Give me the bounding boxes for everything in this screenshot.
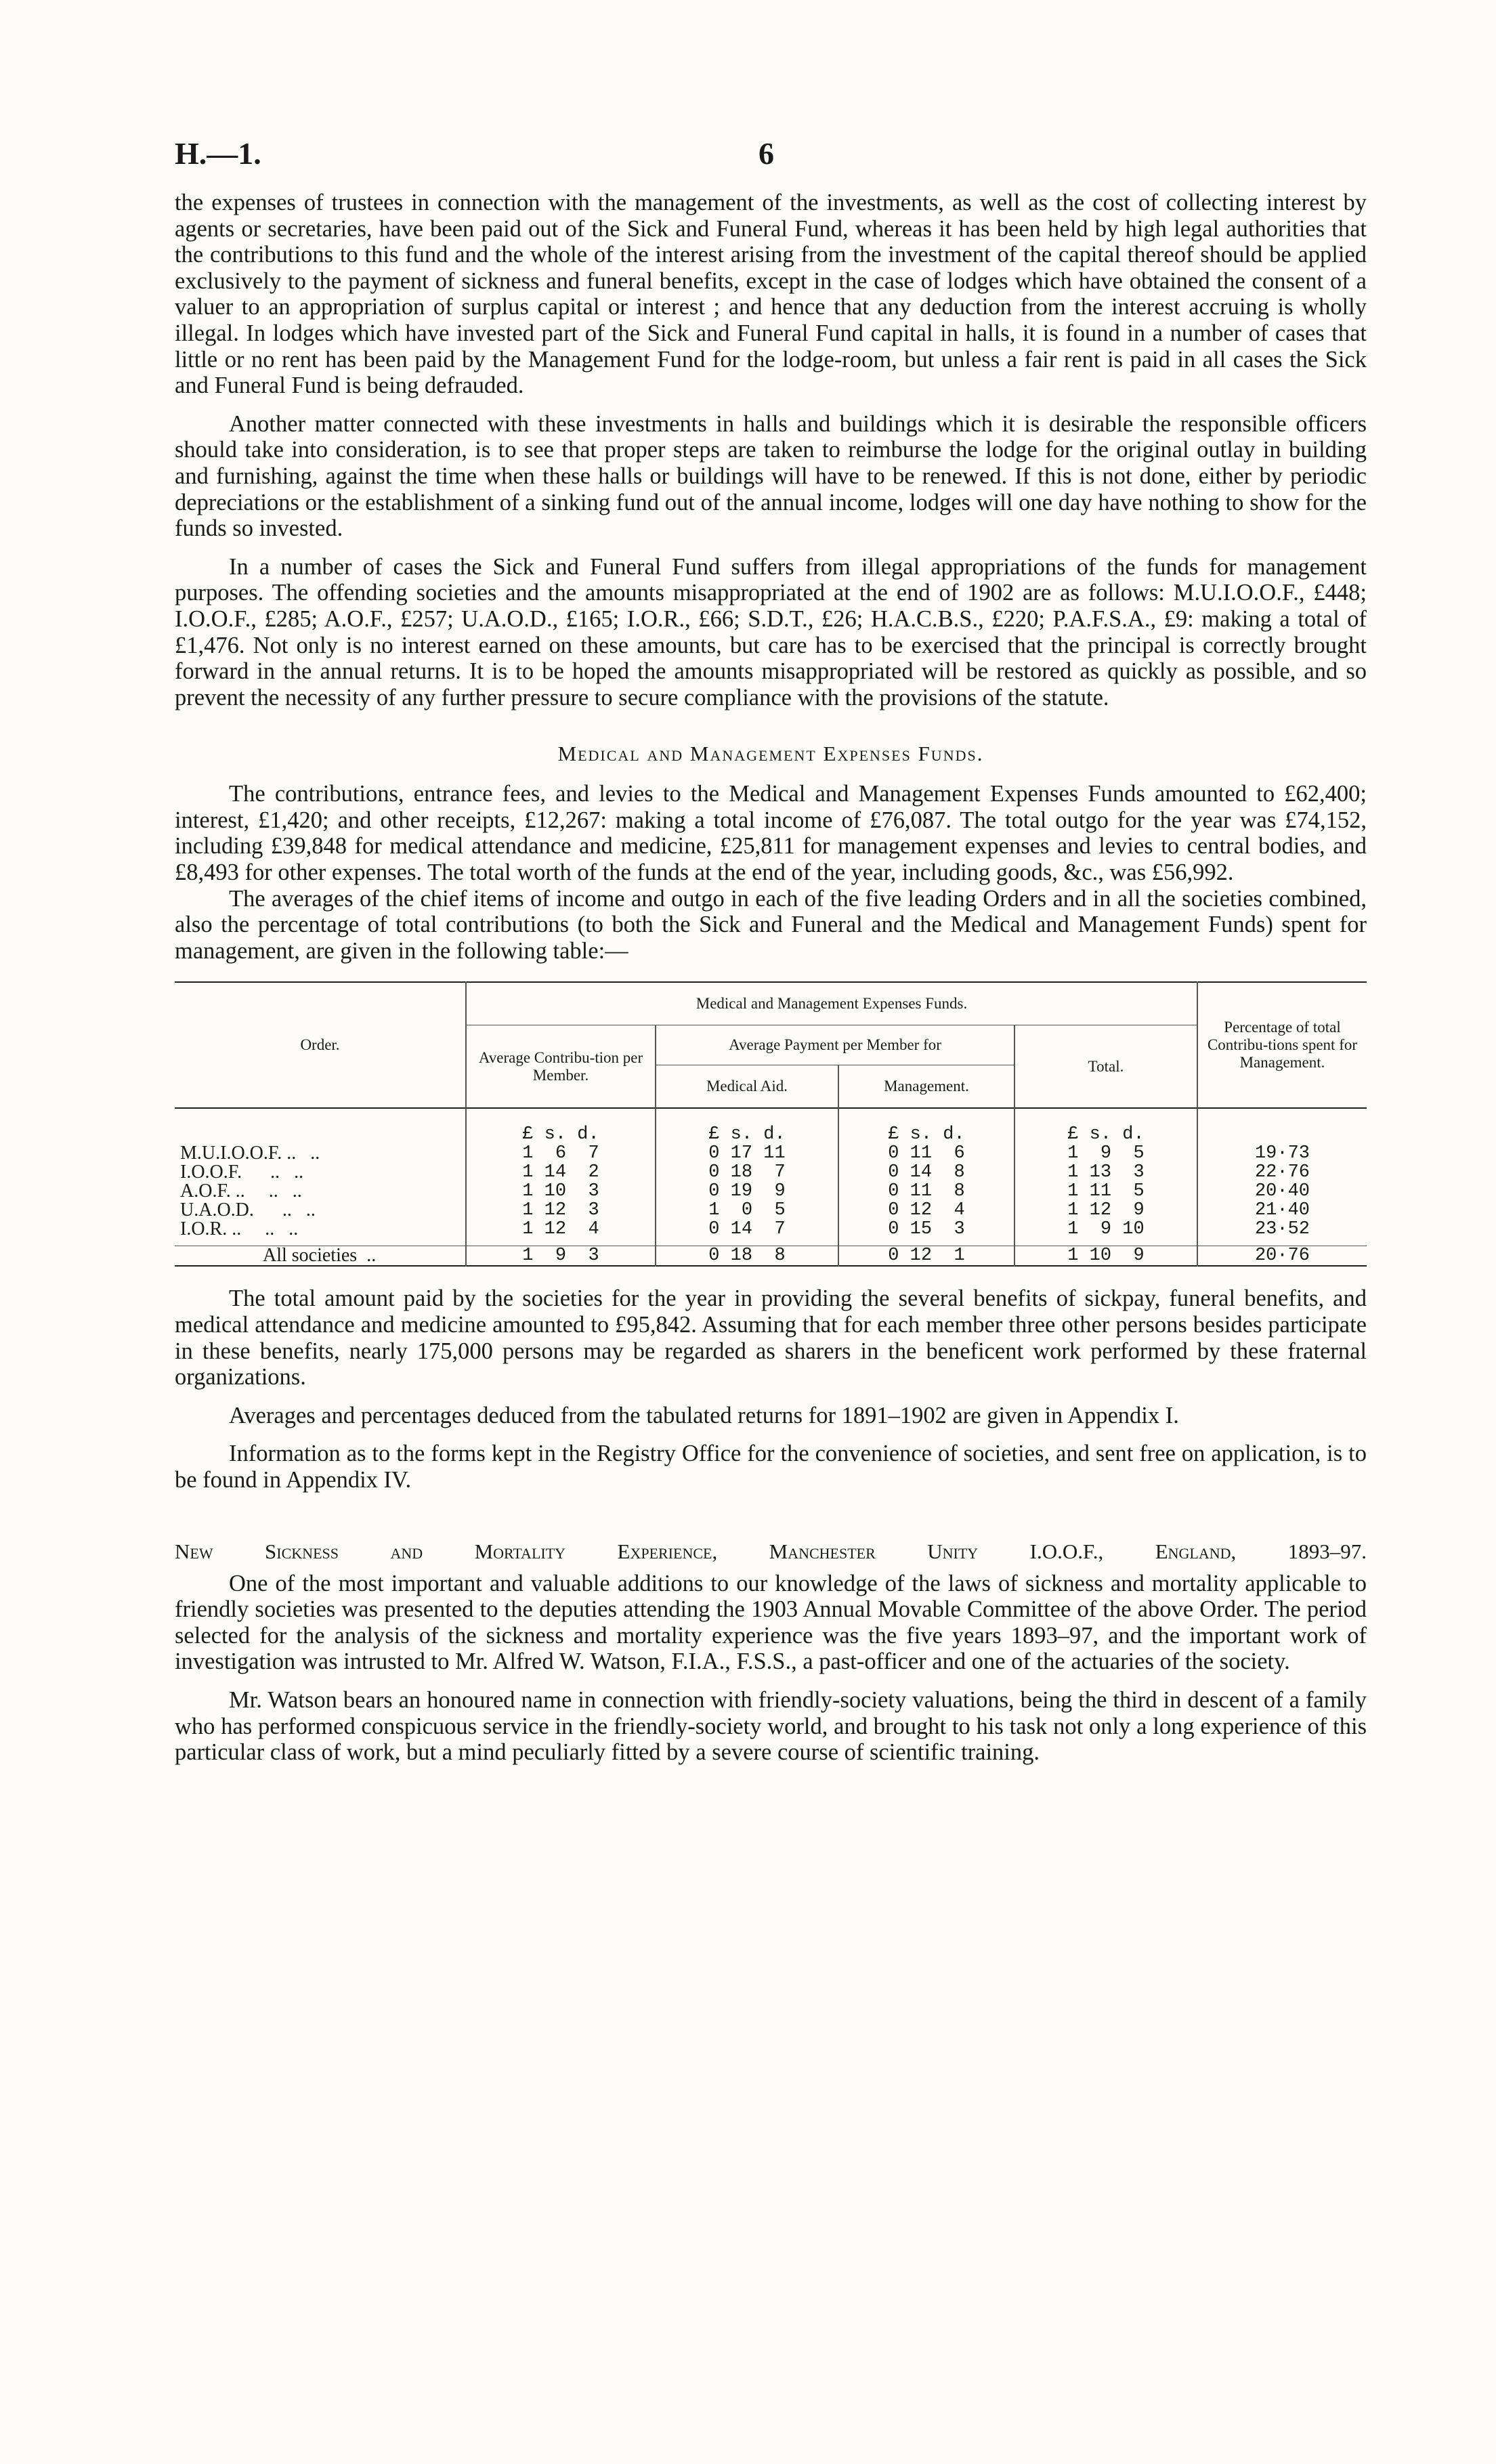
column-header: Total. <box>1014 1025 1197 1109</box>
cell-management: 0 12 4 <box>838 1201 1014 1220</box>
cell-total: 1 10 9 <box>1014 1246 1197 1267</box>
page-number: 6 <box>758 136 774 171</box>
paragraph: The averages of the chief items of income and outgo in each of the five leading Orders and in all the societies combined, also the percentage of total contributions (to both the Sick and Funeral and the Medical and Management Funds) spent for management, are given in the following table:— <box>175 885 1367 964</box>
cell-percentage: 22·76 <box>1254 1162 1310 1183</box>
column-header: Percentage of total Contribu-tions spent for Management. <box>1207 1019 1358 1071</box>
cell-management: 0 14 8 <box>838 1163 1014 1182</box>
paragraph: The total amount paid by the societies for the year in providing the several benefits of sickpay, funeral benefits, and medical attendance and medicine amounted to £95,842. Assuming that for each member three other persons besides participate in these benefits, nearly 175,000 persons may be regarded as sharers in the beneficent work performed by these fraternal organizations. <box>175 1286 1367 1390</box>
paragraph: One of the most important and valuable additions to our knowledge of the laws of sickness and mortality applicable to friendly societies was presented to the deputies attending the 1903 Annual Movable Committee of the above Order. The period selected for the analysis of the sickness and mortality experience was the five years 1893–97, and the important work of investigation was intrusted to Mr. Alfred W. Watson, F.I.A., F.S.S., a past-officer and one of the actuaries of the society. <box>175 1570 1367 1675</box>
document-page <box>175 135 1367 1766</box>
paragraph: In a number of cases the Sick and Funeral Fund suffers from illegal appropriations of the funds for management purposes. The offending societies and the amounts misappropriated at the end of 1902 are as follows: M.U.I.O.O.F., £448; I.O.O.F., £285; A.O.F., £257; U.A.O.D., £165; I.O.R., £66; S.D.T., £26; H.A.C.B.S., £220; P.A.F.S.A., £9: making a total of £1,476. Not only is no interest earned on these amounts, but care has to be exercised that the principal is correctly brought forward in the annual returns. It is to be hoped the amounts misappropriated will be restored as quickly as possible, and so prevent the necessity of any further pressure to secure compliance with the provisions of the statute. <box>175 553 1367 710</box>
column-group-header: Medical and Management Expenses Funds. <box>466 982 1197 1025</box>
paragraph: The contributions, entrance fees, and levies to the Medical and Management Expenses Funds amounted to £62,400; interest, £1,420; and other receipts, £12,267: making a total income of £76,087. The total outgo for the year was £74,152, including £39,848 for medical attendance and medicine, £25,811 for management expenses and levies to central bodies, and £8,493 for other expenses. The total worth of the funds at the end of the year, including goods, &c., was £56,992. <box>175 781 1367 886</box>
order-name: U.A.O.D. .. .. <box>175 1201 466 1220</box>
cell-total: 1 11 5 <box>1014 1182 1197 1201</box>
column-header: Average Payment per Member for <box>656 1025 1014 1065</box>
cell-medical: 0 18 7 <box>656 1163 838 1182</box>
paragraph: Information as to the forms kept in the Registry Office for the convenience of societies, and sent free on application, is to be found in Appendix IV. <box>175 1441 1367 1493</box>
order-name: I.O.O.F. .. .. <box>175 1163 466 1182</box>
cell-contrib: 1 12 3 <box>466 1201 656 1220</box>
cell-total: 1 9 5 <box>1014 1144 1197 1163</box>
column-header: Average Contribu-tion per Member. <box>466 1025 656 1109</box>
units-label: £ s. d. <box>466 1108 656 1144</box>
column-header: Order. <box>175 982 466 1108</box>
section-heading: New Sickness and Mortality Experience, Manchester Unity I.O.O.F., England, 1893–97. <box>175 1539 1367 1563</box>
cell-medical: 1 0 5 <box>656 1201 838 1220</box>
cell-percentage: 21·40 <box>1254 1200 1310 1221</box>
cell-management: 0 12 1 <box>838 1246 1014 1267</box>
cell-medical: 0 14 7 <box>656 1220 838 1246</box>
column-header: Management. <box>838 1065 1014 1109</box>
cell-contrib: 1 12 4 <box>466 1220 656 1246</box>
cell-contrib: 1 6 7 <box>466 1144 656 1163</box>
table-row <box>175 1163 1367 1182</box>
cell-management: 0 15 3 <box>838 1220 1014 1246</box>
order-name: All societies .. <box>175 1246 466 1267</box>
table-row <box>175 1201 1367 1220</box>
page-header <box>175 135 1367 190</box>
cell-contrib: 1 10 3 <box>466 1182 656 1201</box>
cell-management: 0 11 6 <box>838 1144 1014 1163</box>
table-row-total <box>175 1246 1367 1267</box>
cell-percentage: 20·76 <box>1197 1246 1367 1267</box>
cell-total: 1 9 10 <box>1014 1220 1197 1246</box>
units-label: £ s. d. <box>656 1108 838 1144</box>
units-label: £ s. d. <box>838 1108 1014 1144</box>
cell-contrib: 1 9 3 <box>466 1246 656 1267</box>
cell-percentage: 19·73 <box>1254 1143 1310 1164</box>
paragraph: Mr. Watson bears an honoured name in connection with friendly-society valuations, being the third in descent of a family who has performed conspicuous service in the friendly-society world, and brought to his task not only a long experience of this particular class of work, but a mind peculiarly fitted by a severe course of scientific training. <box>175 1686 1367 1766</box>
cell-percentage: 20·40 <box>1254 1181 1310 1202</box>
table-row <box>175 1220 1367 1246</box>
cell-contrib: 1 14 2 <box>466 1163 656 1182</box>
paragraph: Another matter connected with these investments in halls and buildings which it is desirable the responsible officers should take into consideration, is to see that proper steps are taken to reimburse the lodge for the original outlay in building and furnishing, against the time when these halls or buildings will have to be renewed. If this is not done, either by periodic depreciations or the establishment of a sinking fund out of the annual income, lodges will one day have nothing to show for the funds so invested. <box>175 410 1367 542</box>
document-reference: H.—1. <box>175 136 261 171</box>
paragraph-continued: the expenses of trustees in connection with the management of the investments, as well as the cost of collecting interest by agents or secretaries, have been paid out of the Sick and Funeral Fund, whereas it has been held by high legal authorities that the contributions to this fund and the whole of the interest arising from the investment of the capital thereof should be applied exclusively to the payment of sickness and funeral benefits, except in the case of lodges which have obtained the consent of a valuer to an appropriation of surplus capital or interest ; and hence that any deduction from the interest accruing is wholly illegal. In lodges which have invested part of the Sick and Funeral Fund capital in halls, it is found in a number of cases that little or no rent has been paid by the Management Fund for the lodge-room, but unless a fair rent is paid in all cases the Sick and Funeral Fund is being defrauded. <box>175 190 1367 399</box>
order-name: A.O.F. .. .. .. <box>175 1182 466 1201</box>
cell-medical: 0 18 8 <box>656 1246 838 1267</box>
cell-total: 1 13 3 <box>1014 1163 1197 1182</box>
order-name: M.U.I.O.O.F. .. .. <box>175 1144 466 1163</box>
table-row <box>175 1182 1367 1201</box>
section-heading: Medical and Management Expenses Funds. <box>557 742 984 766</box>
cell-medical: 0 19 9 <box>656 1182 838 1201</box>
order-name: I.O.R. .. .. .. <box>175 1220 466 1246</box>
cell-total: 1 12 9 <box>1014 1201 1197 1220</box>
cell-percentage: 23·52 <box>1254 1219 1310 1240</box>
paragraph: Averages and percentages deduced from the tabulated returns for 1891–1902 are given in Appendix I. <box>229 1402 1179 1428</box>
averages-table <box>175 981 1367 1267</box>
cell-medical: 0 17 11 <box>656 1144 838 1163</box>
units-label: £ s. d. <box>1014 1108 1197 1144</box>
column-header: Medical Aid. <box>656 1065 838 1109</box>
cell-management: 0 11 8 <box>838 1182 1014 1201</box>
table-row <box>175 1144 1367 1163</box>
